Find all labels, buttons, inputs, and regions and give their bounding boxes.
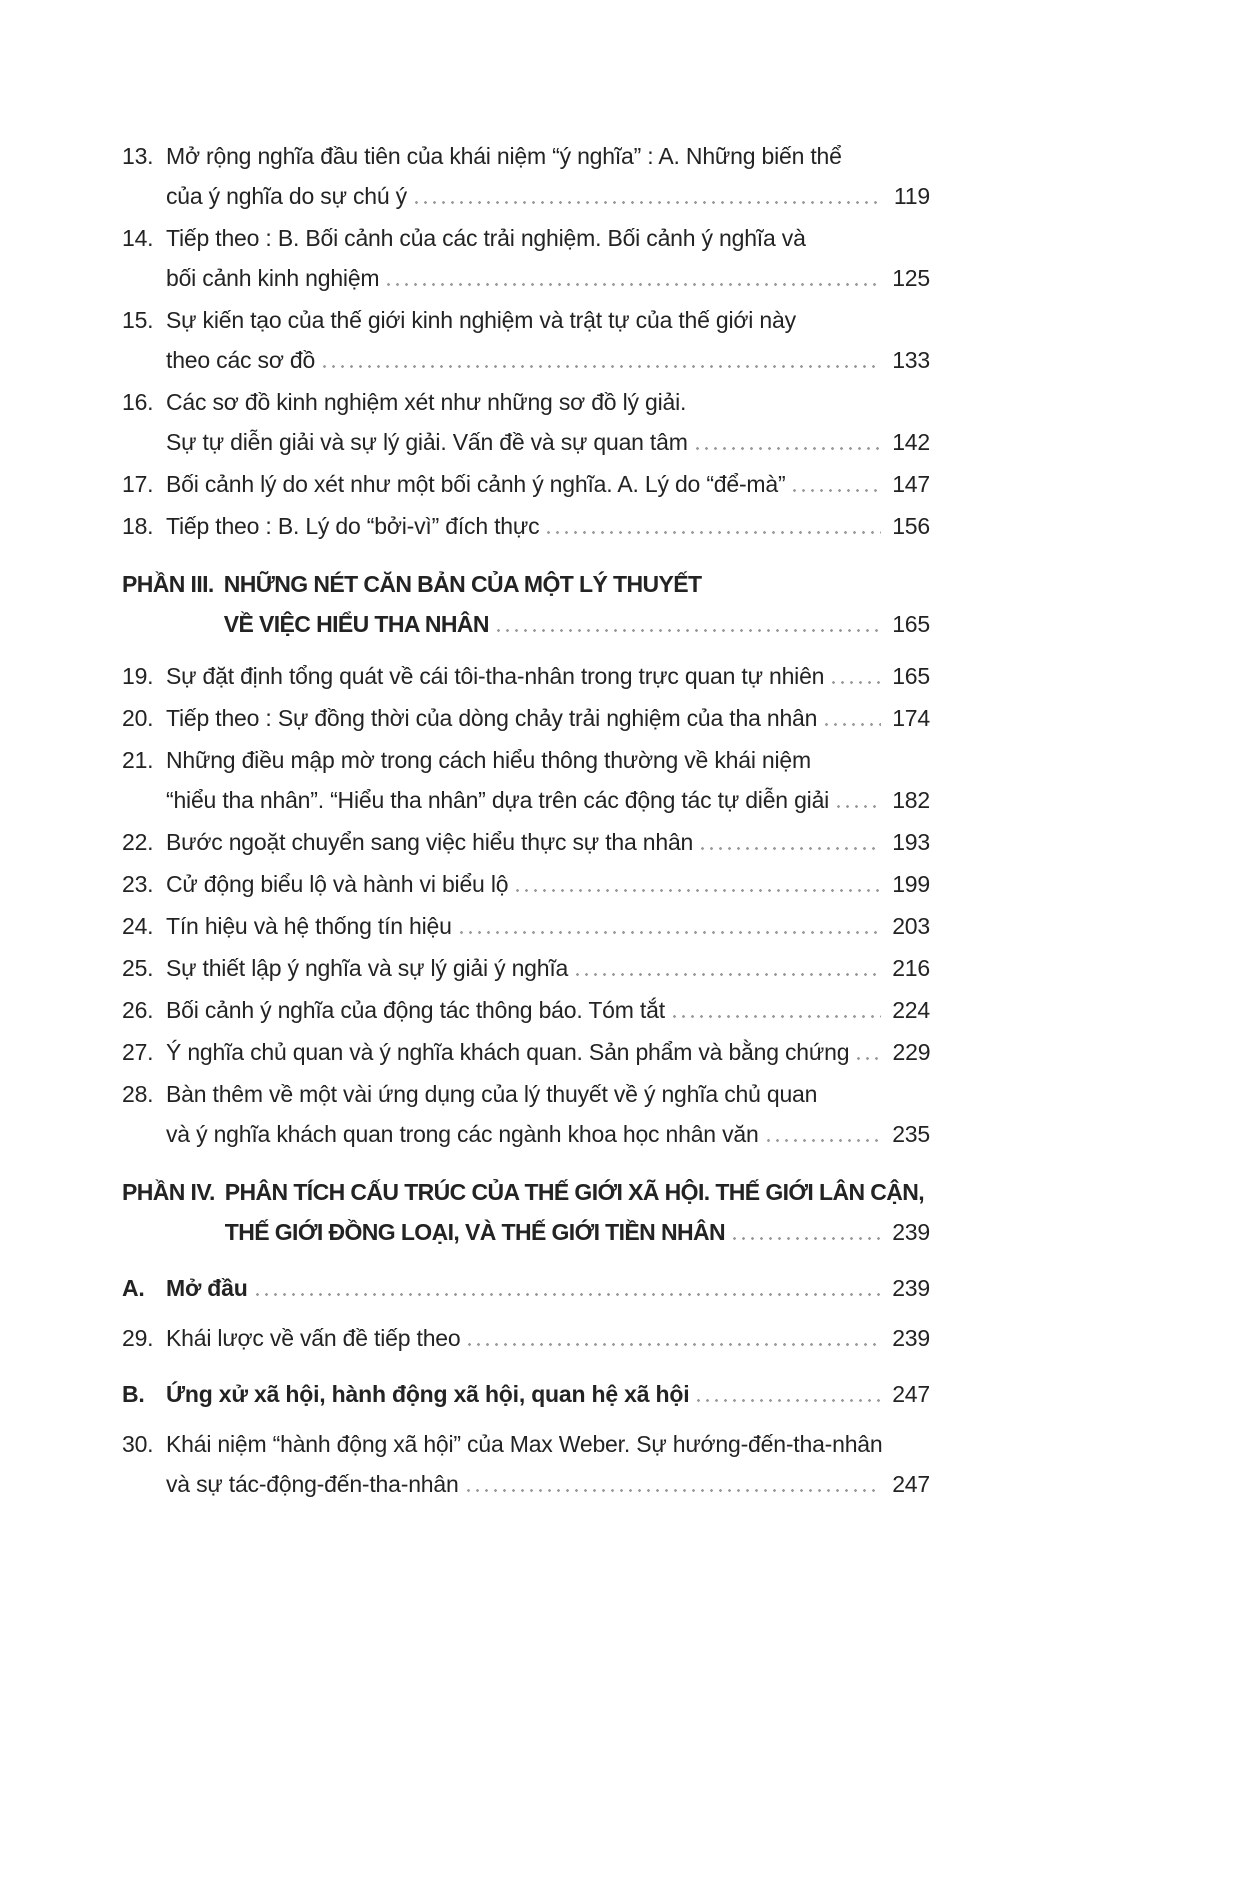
entry-number: 27. [122, 1039, 154, 1065]
title-last-line [166, 906, 930, 946]
title-text: Bối cảnh lý do xét như một bối cảnh ý nghĩa. A. Lý do “để-mà” [166, 471, 786, 497]
dot-leader [673, 1015, 881, 1018]
dot-leader [697, 1399, 881, 1402]
toc-entry [122, 136, 930, 216]
page-number: 174 [892, 705, 930, 731]
page-number: 224 [892, 997, 930, 1023]
dot-leader [323, 365, 881, 368]
title-last-line [166, 340, 930, 380]
entry-number: 18. [122, 513, 154, 539]
toc-entry [122, 990, 930, 1030]
page-number: 199 [892, 871, 930, 897]
dot-leader [837, 805, 881, 808]
entry-body [166, 990, 930, 1030]
entry-number: 30. [122, 1431, 154, 1457]
page-number: 156 [892, 513, 930, 539]
toc-entry [122, 864, 930, 904]
dot-leader [497, 629, 881, 632]
title-text: và sự tác-động-đến-tha-nhân [166, 1471, 459, 1497]
title-last-line [166, 176, 930, 216]
dot-leader [460, 931, 881, 934]
entry-number: 29. [122, 1325, 154, 1351]
dot-leader [468, 1343, 881, 1346]
entry-body [225, 1172, 930, 1252]
toc-entry [122, 698, 930, 738]
toc-entry [122, 382, 930, 462]
entry-body [224, 564, 930, 644]
toc-entry [122, 906, 930, 946]
title-text: Tín hiệu và hệ thống tín hiệu [166, 913, 452, 939]
title-last-line [166, 1268, 930, 1308]
toc-subsection-heading [122, 1268, 930, 1308]
toc-section-heading [122, 564, 930, 644]
title-last-line [166, 1374, 930, 1414]
title-text: của ý nghĩa do sự chú ý [166, 183, 407, 209]
title-last-line [166, 656, 930, 696]
title-text: Tiếp theo : B. Lý do “bởi-vì” đích thực [166, 513, 540, 539]
page-number: 239 [892, 1325, 930, 1351]
entry-number: 14. [122, 225, 154, 251]
entry-body [166, 506, 930, 546]
page-number: 229 [892, 1039, 931, 1065]
page-number: 119 [893, 183, 930, 209]
entry-body [166, 1374, 930, 1414]
title-text: Bối cảnh ý nghĩa của động tác thông báo. Tóm tắt [166, 997, 665, 1023]
title-text: Sự thiết lập ý nghĩa và sự lý giải ý nghĩa [166, 955, 569, 981]
toc-entry [122, 506, 930, 546]
entry-number: 28. [122, 1081, 154, 1107]
entry-body [166, 1074, 930, 1154]
title-last-line [166, 464, 930, 504]
page-number: 125 [892, 265, 930, 291]
entry-body [166, 864, 930, 904]
title-text: “hiểu tha nhân”. “Hiểu tha nhân” dựa trên các động tác tự diễn giải [166, 787, 830, 813]
dot-leader [467, 1489, 881, 1492]
toc-entry [122, 948, 930, 988]
heading-label: PHẦN III. [122, 571, 214, 597]
toc-entry [122, 464, 930, 504]
heading-label: B. [122, 1381, 145, 1407]
entry-number: 25. [122, 955, 154, 981]
toc-section-heading [122, 1172, 930, 1252]
entry-body [166, 1424, 930, 1504]
title-last-line [166, 1114, 930, 1154]
page-number: 247 [892, 1381, 930, 1407]
entry-body [166, 822, 930, 862]
title-last-line [166, 1318, 930, 1358]
entry-body [166, 218, 930, 298]
title-line: PHÂN TÍCH CẤU TRÚC CỦA THẾ GIỚI XÃ HỘI. THẾ GIỚI LÂN CẬN, [224, 1179, 925, 1205]
page-number: 133 [892, 347, 930, 373]
title-line: Các sơ đồ kinh nghiệm xét như những sơ đồ lý giải. [166, 389, 687, 415]
dot-leader [547, 531, 881, 534]
toc-entry [122, 1032, 930, 1072]
title-line: NHỮNG NÉT CĂN BẢN CỦA MỘT LÝ THUYẾT [223, 571, 702, 597]
dot-leader [576, 973, 881, 976]
title-text: THẾ GIỚI ĐỒNG LOẠI, VÀ THẾ GIỚI TIỀN NHÂN [224, 1219, 725, 1245]
title-last-line [166, 990, 930, 1030]
page-number: 239 [892, 1219, 930, 1245]
title-last-line [166, 506, 930, 546]
title-last-line [166, 422, 930, 462]
dot-leader [857, 1057, 881, 1060]
heading-label: A. [122, 1275, 145, 1301]
page-number: 216 [892, 955, 930, 981]
dot-leader [825, 723, 881, 726]
entry-body [166, 948, 930, 988]
page-number: 182 [892, 787, 930, 813]
entry-body [166, 1032, 930, 1072]
dot-leader [696, 447, 881, 450]
entry-number: 15. [122, 307, 154, 333]
title-text: theo các sơ đồ [166, 347, 316, 373]
title-line: Khái niệm “hành động xã hội” của Max Weber. Sự hướng-đến-tha-nhân [166, 1431, 883, 1457]
title-text: bối cảnh kinh nghiệm [166, 265, 380, 291]
entry-body [166, 382, 930, 462]
toc-subsection-heading [122, 1374, 930, 1414]
heading-label: PHẦN IV. [122, 1179, 215, 1205]
page-number: 203 [892, 913, 930, 939]
dot-leader [701, 847, 881, 850]
page-number: 147 [892, 471, 930, 497]
dot-leader [733, 1237, 881, 1240]
page-number: 142 [892, 429, 930, 455]
title-last-line [166, 948, 930, 988]
title-last-line [166, 822, 930, 862]
title-text: Bước ngoặt chuyển sang việc hiểu thực sự tha nhân [166, 829, 694, 855]
title-line: Tiếp theo : B. Bối cảnh của các trải nghiệm. Bối cảnh ý nghĩa và [166, 225, 806, 251]
title-line: Sự kiến tạo của thế giới kinh nghiệm và trật tự của thế giới này [166, 307, 796, 333]
entry-number: 17. [122, 471, 154, 497]
toc-entry [122, 1074, 930, 1154]
entry-body [166, 300, 930, 380]
title-last-line [225, 1212, 930, 1252]
title-last-line [166, 258, 930, 298]
title-last-line [224, 604, 930, 644]
title-last-line [166, 864, 930, 904]
entry-body [166, 740, 930, 820]
entry-number: 26. [122, 997, 154, 1023]
title-text: Mở đầu [166, 1275, 248, 1301]
page-number: 165 [892, 611, 930, 637]
title-line: Những điều mập mờ trong cách hiểu thông thường về khái niệm [166, 747, 811, 773]
toc-entry [122, 1318, 930, 1358]
entry-body [166, 698, 930, 738]
entry-number: 21. [122, 747, 154, 773]
toc-entry [122, 656, 930, 696]
entry-body [166, 136, 930, 216]
toc-entry [122, 218, 930, 298]
page-number: 193 [892, 829, 930, 855]
entry-number: 24. [122, 913, 154, 939]
title-text: Cử động biểu lộ và hành vi biểu lộ [166, 871, 509, 897]
title-last-line [166, 1032, 930, 1072]
title-text: Khái lược về vấn đề tiếp theo [166, 1325, 461, 1351]
toc-entry [122, 822, 930, 862]
title-text: và ý nghĩa khách quan trong các ngành khoa học nhân văn [166, 1121, 759, 1147]
entry-number: 20. [122, 705, 154, 731]
title-text: Sự tự diễn giải và sự lý giải. Vấn đề và sự quan tâm [166, 429, 688, 455]
entry-number: 16. [122, 389, 154, 415]
entry-body [166, 464, 930, 504]
title-last-line [166, 698, 930, 738]
entry-number: 19. [122, 663, 154, 689]
dot-leader [832, 681, 881, 684]
entry-body [166, 656, 930, 696]
dot-leader [793, 489, 881, 492]
title-text: Sự đặt định tổng quát về cái tôi-tha-nhân trong trực quan tự nhiên [166, 663, 825, 689]
dot-leader [256, 1293, 881, 1296]
dot-leader [387, 283, 881, 286]
toc-entry [122, 1424, 930, 1504]
entry-number: 13. [122, 143, 154, 169]
title-line: Bàn thêm về một vài ứng dụng của lý thuyết về ý nghĩa chủ quan [166, 1081, 818, 1107]
title-text: VỀ VIỆC HIỂU THA NHÂN [223, 611, 489, 637]
toc-entry [122, 300, 930, 380]
page-number: 247 [892, 1471, 930, 1497]
dot-leader [415, 201, 881, 204]
title-line: Mở rộng nghĩa đầu tiên của khái niệm “ý nghĩa” : A. Những biến thể [166, 143, 842, 169]
entry-body [166, 1268, 930, 1308]
page-number: 239 [892, 1275, 930, 1301]
title-text: Ý nghĩa chủ quan và ý nghĩa khách quan. Sản phẩm và bằng chứng [166, 1039, 850, 1065]
toc-entry [122, 740, 930, 820]
title-last-line [166, 1464, 930, 1504]
entry-body [166, 1318, 930, 1358]
dot-leader [767, 1139, 881, 1142]
title-last-line [166, 780, 930, 820]
toc-list [122, 136, 930, 1504]
dot-leader [516, 889, 881, 892]
title-text: Tiếp theo : Sự đồng thời của dòng chảy trải nghiệm của tha nhân [166, 705, 818, 731]
page-number: 235 [892, 1121, 930, 1147]
entry-body [166, 906, 930, 946]
title-text: Ứng xử xã hội, hành động xã hội, quan hệ xã hội [166, 1381, 690, 1407]
entry-number: 22. [122, 829, 154, 855]
entry-number: 23. [122, 871, 154, 897]
page-number: 165 [892, 663, 930, 689]
